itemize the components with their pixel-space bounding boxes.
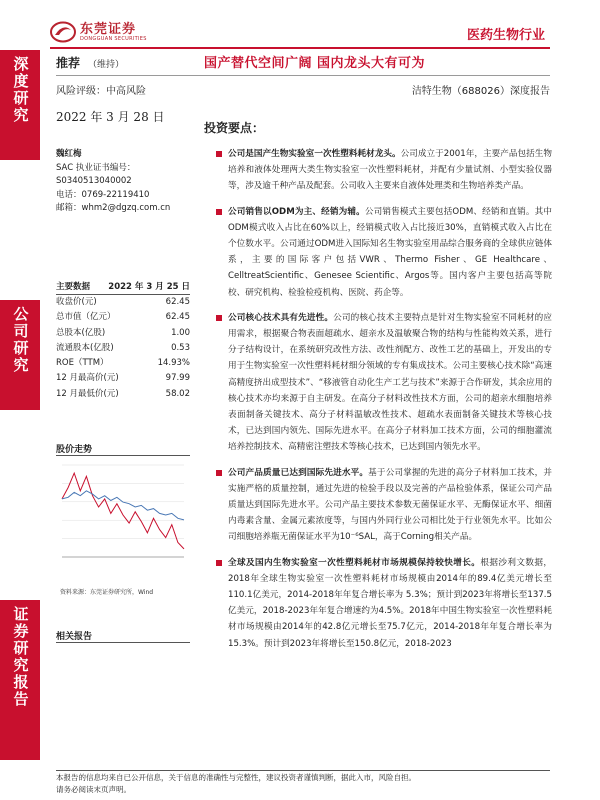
divider (56, 75, 550, 76)
table-row: 流通股本(亿股) 0.53 (56, 342, 190, 353)
table-row: 12 月最高价(元) 97.99 (56, 373, 190, 384)
industry-label: 医药生物行业 (466, 28, 545, 43)
table-row: 总市值（亿元） 62.45 (56, 312, 190, 323)
disclaimer-line: 请务必阅读末页声明。 (56, 785, 131, 794)
table-row: ROE（TTM） 14.93% (56, 358, 190, 369)
point-paragraph: 公司产品质量已达到国际先进水平。基于公司掌握的先进的高分子材料加工技术，并实施严格的质量控制，通过先进的检验手段以及完善的产品检验体系，保证公司产品质量达到国际先进水平。公司产品主要技术参数无菌保证水平、无酶保证水平、细菌内毒素含量、金属元素浓度等，与国内外同行业公司相比处于行业领先水平。比如公司细胞培养瓶无菌保证水平为10⁻⁶SAL，高于Corning相关产品。 (214, 465, 552, 546)
table-row: 总股本(亿股) 1.00 (56, 327, 190, 338)
rating-note: （维持） (88, 60, 125, 70)
disclaimer-line: 本报告的信息均来自已公开信息，关于信息的准确性与完整性，建议投资者谨慎判断，据此入市，风险自担。 (56, 773, 416, 782)
related-reports-heading: 相关报告 (56, 632, 93, 642)
header-rule (50, 47, 550, 49)
point-paragraph: 公司是国产生物实验室一次性塑料耗材龙头。公司成立于2001年，主要产品包括生物培养和液体处理两大类生物实验室一次性塑料耗材，并配有少量试剂、小型实验仪器等，涉及逾千种产品及配套。公司收入主要来自液体处理类和生物培养类产品。 (214, 146, 552, 195)
risk-rating: 风险评级：中高风险 (56, 86, 146, 97)
side-band-depth-research: 深度研究 (0, 50, 40, 160)
disclaimer (56, 772, 550, 796)
report-date: 2022 年 3 月 28 日 (56, 110, 165, 124)
point-paragraph: 公司销售以ODM为主、经销为辅。公司销售模式主要包括ODM、经销和直销。其中ODM模式收入占比在60%以上，经销模式收入占比接近30%，直销模式收入占比在个位数水平。公司通过ODM进入国际知名生物实验室用品综合服务商的全球供应链体系，主要的国际客户包括VWR、Thermo Fisher、GE Healthcare、CelltreatScientific、Genesee Scientific、Argos等。国内客户主要包括高等院校、研究机构、检验检疫机构、医院、药企等。 (214, 204, 552, 301)
analyst-email[interactable]: 邮箱：whm2@dgzq.com.cn (56, 203, 171, 213)
analyst-line: 电话：0769-22119410 (56, 189, 150, 200)
analyst-name: 魏红梅 (56, 149, 82, 159)
side-band-securities-report: 证券研究报告 (0, 600, 40, 760)
chart-source: 资料来源：东莞证券研究所，Wind (60, 589, 154, 596)
logo-text-cn: 东莞证券 (80, 21, 137, 37)
company-logo (50, 20, 147, 44)
side-band-company-research: 公司研究 (0, 300, 40, 410)
analyst-info (56, 148, 170, 216)
rating-recommend: 推荐 （维持） (56, 56, 125, 70)
key-data-table (56, 280, 190, 402)
report-title: 国产替代空间广阔 国内龙头大有可为 (204, 56, 426, 71)
page-header (0, 0, 600, 46)
investment-points (214, 146, 552, 661)
logo-emblem-icon (50, 21, 76, 43)
divider (56, 770, 550, 771)
table-row: 12 月最低价(元) 58.02 (56, 388, 190, 399)
stock-price-chart (56, 457, 190, 577)
stock-label: 洁特生物（688026）深度报告 (411, 86, 550, 97)
divider (56, 642, 190, 643)
key-data-header: 主要数据 2022 年 3 月 25 日 (56, 280, 190, 295)
point-paragraph: 全球及国内生物实验室一次性塑料耗材市场规模保持较快增长。根据沙利文数据，2018年全球生物实验室一次性塑料耗材市场规模由2014年的89.4亿美元增长至110.1亿美元，2014-2018年年复合增长率为 5.3%；预计到2023年将增长至137.5亿美元，2018-2023年年复合增速约为4.5%。2018年中国生物实验室一次性塑料耗材市场规模由2014年的42.8亿元增长至75.7亿元，2014-2018年年复合增长率为 15.3%。预计到2023年将增长至150.8亿元，2018-2023 (214, 555, 552, 652)
divider (56, 455, 190, 456)
logo-text-en: DONGGUAN SECURITIES (80, 35, 147, 42)
point-paragraph: 公司核心技术具有先进性。公司的核心技术主要特点是针对生物实验室不同耗材的应用需求，根据聚合物表面超疏水、超亲水及温敏聚合物的结构与性能构效关系，进行分子结构设计，在系统研究改性方法、改性剂配方、改性工艺的基础上，开发出的专用于生物实验室一次性塑料耗材细分领域的专有集成技术。公司主要核心技术除“高速高精度挤出成型技术”、“移液管自动化生产工艺与技术”来源于合作研发，其余应用的核心技术亦均来源于自主研发。在高分子材料改性技术方面，公司的超亲水细胞培养表面制备关键技术、高分子材料温敏改性技术、超疏水表面制备关键技术等核心技术，已达到国内领先、国际先进水平。在高分子材料加工技术方面，公司的细胞灌流培养控制技术、高精密注塑技术等核心技术，已达到国内领先水平。 (214, 310, 552, 456)
table-row: 收盘价(元) 62.45 (56, 297, 190, 307)
analyst-line: SAC 执业证书编号： (56, 162, 136, 173)
analyst-line: S0340513040002 (56, 176, 132, 186)
chart-title: 股价走势 (56, 445, 93, 455)
investment-points-heading: 投资要点： (204, 121, 265, 135)
chart-series-line-1 (62, 473, 184, 549)
